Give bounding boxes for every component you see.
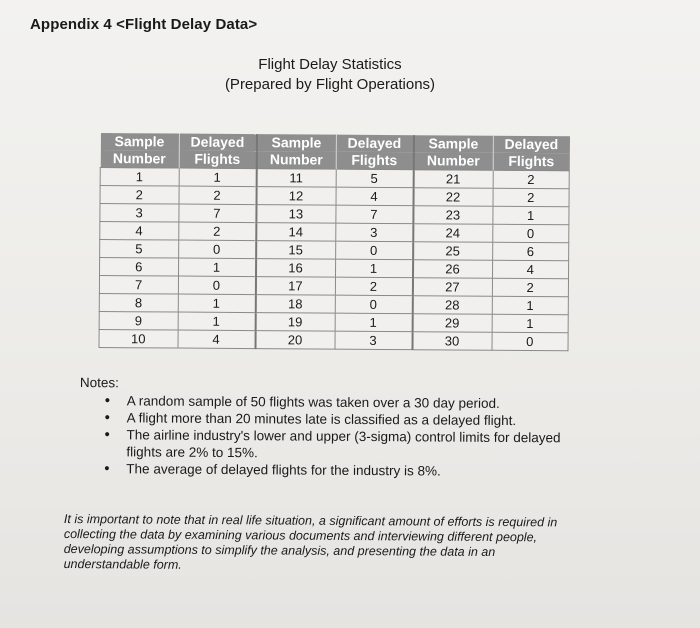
table-cell: 16 bbox=[256, 259, 336, 278]
flight-delay-table bbox=[98, 133, 569, 351]
table-cell: 26 bbox=[412, 260, 492, 279]
table-cell: 24 bbox=[413, 224, 493, 243]
table-cell: 6 bbox=[100, 258, 179, 277]
header-sample-1a: Sample bbox=[100, 133, 179, 151]
table-cell: 2 bbox=[493, 170, 570, 189]
table-cell: 14 bbox=[256, 223, 336, 242]
table-cell: 1 bbox=[492, 296, 569, 315]
table-cell: 25 bbox=[413, 242, 493, 261]
table-cell: 1 bbox=[335, 313, 413, 332]
table-cell: 2 bbox=[492, 188, 569, 207]
table-cell: 12 bbox=[256, 187, 336, 206]
table-cell: 4 bbox=[100, 222, 179, 241]
table-cell: 1 bbox=[492, 206, 569, 225]
table-cell: 7 bbox=[178, 204, 256, 223]
note-item: • The average of delayed flights for the industry is 8%. bbox=[79, 460, 566, 480]
table-cell: 18 bbox=[255, 295, 335, 314]
table-cell: 27 bbox=[412, 278, 492, 297]
table-cell: 2 bbox=[335, 277, 413, 296]
table-cell: 7 bbox=[335, 205, 413, 224]
document-title: Flight Delay Statistics bbox=[258, 56, 402, 73]
table-cell: 3 bbox=[100, 204, 179, 223]
notes-list bbox=[79, 392, 567, 480]
table-cell: 4 bbox=[492, 260, 569, 279]
header-sample-2a: Sample bbox=[256, 134, 336, 152]
note-item: • A random sample of 50 flights was taken over a 30 day period. bbox=[80, 392, 567, 412]
table-row bbox=[99, 329, 568, 350]
table-cell: 0 bbox=[335, 241, 413, 260]
title-block bbox=[0, 55, 660, 95]
table-cell: 3 bbox=[335, 223, 413, 242]
header-sample-3b: Number bbox=[413, 152, 493, 170]
table-body bbox=[99, 168, 569, 351]
note-item: • The airline industry's lower and upper (3-sigma) control limits for delayed flights are 2% to 15%. bbox=[79, 426, 566, 463]
table-cell: 1 bbox=[100, 168, 179, 187]
notes-section bbox=[79, 374, 567, 480]
header-sample-1b: Number bbox=[100, 150, 179, 168]
table-cell: 28 bbox=[412, 296, 492, 315]
table-cell: 2 bbox=[492, 278, 569, 297]
table-cell: 0 bbox=[492, 224, 569, 243]
table-cell: 0 bbox=[178, 276, 256, 295]
table-cell: 10 bbox=[99, 329, 178, 348]
table-cell: 23 bbox=[413, 206, 493, 225]
table-cell: 7 bbox=[99, 276, 178, 295]
table-cell: 1 bbox=[492, 314, 569, 333]
table-cell: 0 bbox=[491, 332, 568, 351]
header-delayed-1a: Delayed bbox=[179, 134, 257, 152]
table-cell: 9 bbox=[99, 311, 178, 330]
table-cell: 3 bbox=[334, 331, 412, 350]
header-delayed-2b: Flights bbox=[336, 152, 414, 170]
table-cell: 13 bbox=[256, 205, 336, 224]
table-cell: 6 bbox=[492, 242, 569, 261]
appendix-heading: Appendix 4 <Flight Delay Data> bbox=[30, 16, 258, 33]
header-delayed-2a: Delayed bbox=[336, 135, 414, 153]
table-cell: 19 bbox=[255, 313, 335, 332]
table-cell: 2 bbox=[178, 222, 256, 241]
table-cell: 29 bbox=[412, 314, 492, 333]
header-delayed-3b: Flights bbox=[493, 153, 570, 171]
table-cell: 1 bbox=[178, 312, 256, 331]
table-cell: 15 bbox=[256, 241, 336, 260]
table-cell: 22 bbox=[413, 188, 493, 207]
notes-label: Notes: bbox=[79, 374, 120, 391]
table-cell: 30 bbox=[412, 332, 492, 351]
closing-paragraph: It is important to note that in real life situation, a significant amount of efforts is required in collecting the data by examining various documents and interviewing different people, developing assumptions to simplify the analysis, and presenting the data in an understandable form. bbox=[63, 512, 558, 572]
note-item: • A flight more than 20 minutes late is classified as a delayed flight. bbox=[80, 409, 567, 429]
table-cell: 11 bbox=[256, 169, 336, 188]
table-cell: 5 bbox=[100, 240, 179, 259]
table-cell: 20 bbox=[255, 331, 335, 350]
table-cell: 5 bbox=[336, 169, 414, 188]
table-cell: 17 bbox=[255, 277, 335, 296]
header-delayed-3a: Delayed bbox=[493, 136, 570, 154]
table-cell: 1 bbox=[178, 258, 256, 277]
table-cell: 4 bbox=[178, 330, 256, 349]
document-subtitle: (Prepared by Flight Operations) bbox=[224, 76, 436, 93]
table-cell: 8 bbox=[99, 293, 178, 312]
table-cell: 1 bbox=[335, 259, 413, 278]
header-delayed-1b: Flights bbox=[179, 151, 257, 169]
table-cell: 1 bbox=[178, 294, 256, 313]
table-cell: 4 bbox=[336, 187, 414, 206]
table-cell: 0 bbox=[178, 240, 256, 259]
table-cell: 2 bbox=[179, 186, 257, 205]
header-sample-2b: Number bbox=[256, 151, 336, 169]
header-sample-3a: Sample bbox=[413, 135, 493, 153]
table-cell: 21 bbox=[413, 170, 493, 189]
table-cell: 2 bbox=[100, 186, 179, 205]
table-cell: 1 bbox=[179, 168, 257, 187]
table-cell: 0 bbox=[335, 295, 413, 314]
